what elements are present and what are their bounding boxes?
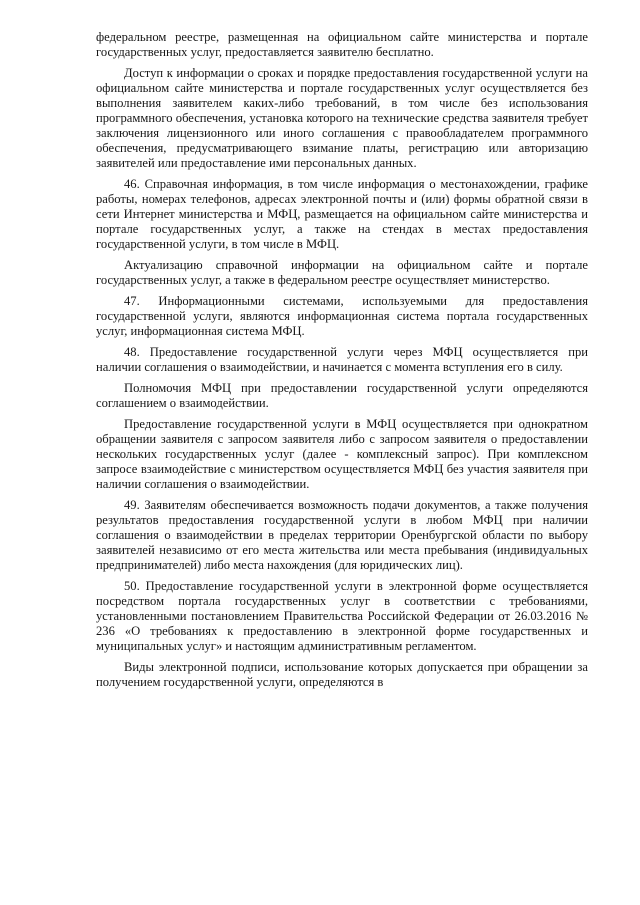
paragraph-50-electronic-form: 50. Предоставление государственной услуги в электронной форме осуществляется посредством портала государственных услуг в соответствии с требованиями, установленными постановлением Правительства Российской Федерации от 26.03.2016 № 236 «О требованиях к предоставлению в электронной форме государственных и муниципальных услуг» и настоящим административным регламентом. — [96, 579, 588, 653]
paragraph-info-update: Актуализацию справочной информации на официальном сайте и портале государственных услуг, а также в федеральном реестре осуществляет министерство. — [96, 258, 588, 287]
paragraph-47-info-systems: 47. Информационными системами, используемыми для предоставления государственной услуги, являются информационная система портала государственных услуг, информационная система МФЦ. — [96, 294, 588, 338]
paragraph-continuation: федеральном реестре, размещенная на официальном сайте министерства и портале государственных услуг, предоставляется заявителю бесплатно. — [96, 30, 588, 59]
paragraph-electronic-signature: Виды электронной подписи, использование которых допускается при обращении за получением государственной услуги, определяются в — [96, 660, 588, 689]
paragraph-48-mfc-provision: 48. Предоставление государственной услуги через МФЦ осуществляется при наличии соглашения о взаимодействии, и начинается с момента вступления его в силу. — [96, 345, 588, 374]
paragraph-46-reference-info: 46. Справочная информация, в том числе информация о местонахождении, графике работы, номерах телефонов, адресах электронной почты и (или) формы обратной связи в сети Интернет министерства и МФЦ, размещается на официальном сайте министерства и портале государственных услуг, а также на стендах в местах предоставления государственной услуги, в том числе в МФЦ. — [96, 177, 588, 251]
paragraph-mfc-powers: Полномочия МФЦ при предоставлении государственной услуги определяются соглашением о взаимодействии. — [96, 381, 588, 410]
paragraph-access-conditions: Доступ к информации о сроках и порядке предоставления государственной услуги на официальном сайте министерства и портале государственных услуг осуществляется без выполнения заявителем каких-либо требований, в том числе без использования программного обеспечения, установка которого на технические средства заявителя требует заключения лицензионного или иного соглашения с правообладателем программного обеспечения, предусматривающего взимание платы, регистрацию или авторизацию заявителей или предоставление ими персональных данных. — [96, 66, 588, 170]
document-page — [96, 30, 588, 690]
paragraph-49-document-submission: 49. Заявителям обеспечивается возможность подачи документов, а также получения результатов предоставления государственной услуги в любом МФЦ при наличии соглашения о взаимодействии в пределах территории Оренбургской области по выбору заявителей независимо от его места жительства или места пребывания (индивидуальных предпринимателей) либо места нахождения (для юридических лиц). — [96, 498, 588, 572]
paragraph-complex-request: Предоставление государственной услуги в МФЦ осуществляется при однократном обращении заявителя с запросом заявителя либо с запросом заявителя о предоставлении нескольких государственных услуг (далее - комплексный запрос). При комплексном запросе взаимодействие с министерством осуществляется МФЦ без участия заявителя при наличии соглашения о взаимодействии. — [96, 417, 588, 491]
